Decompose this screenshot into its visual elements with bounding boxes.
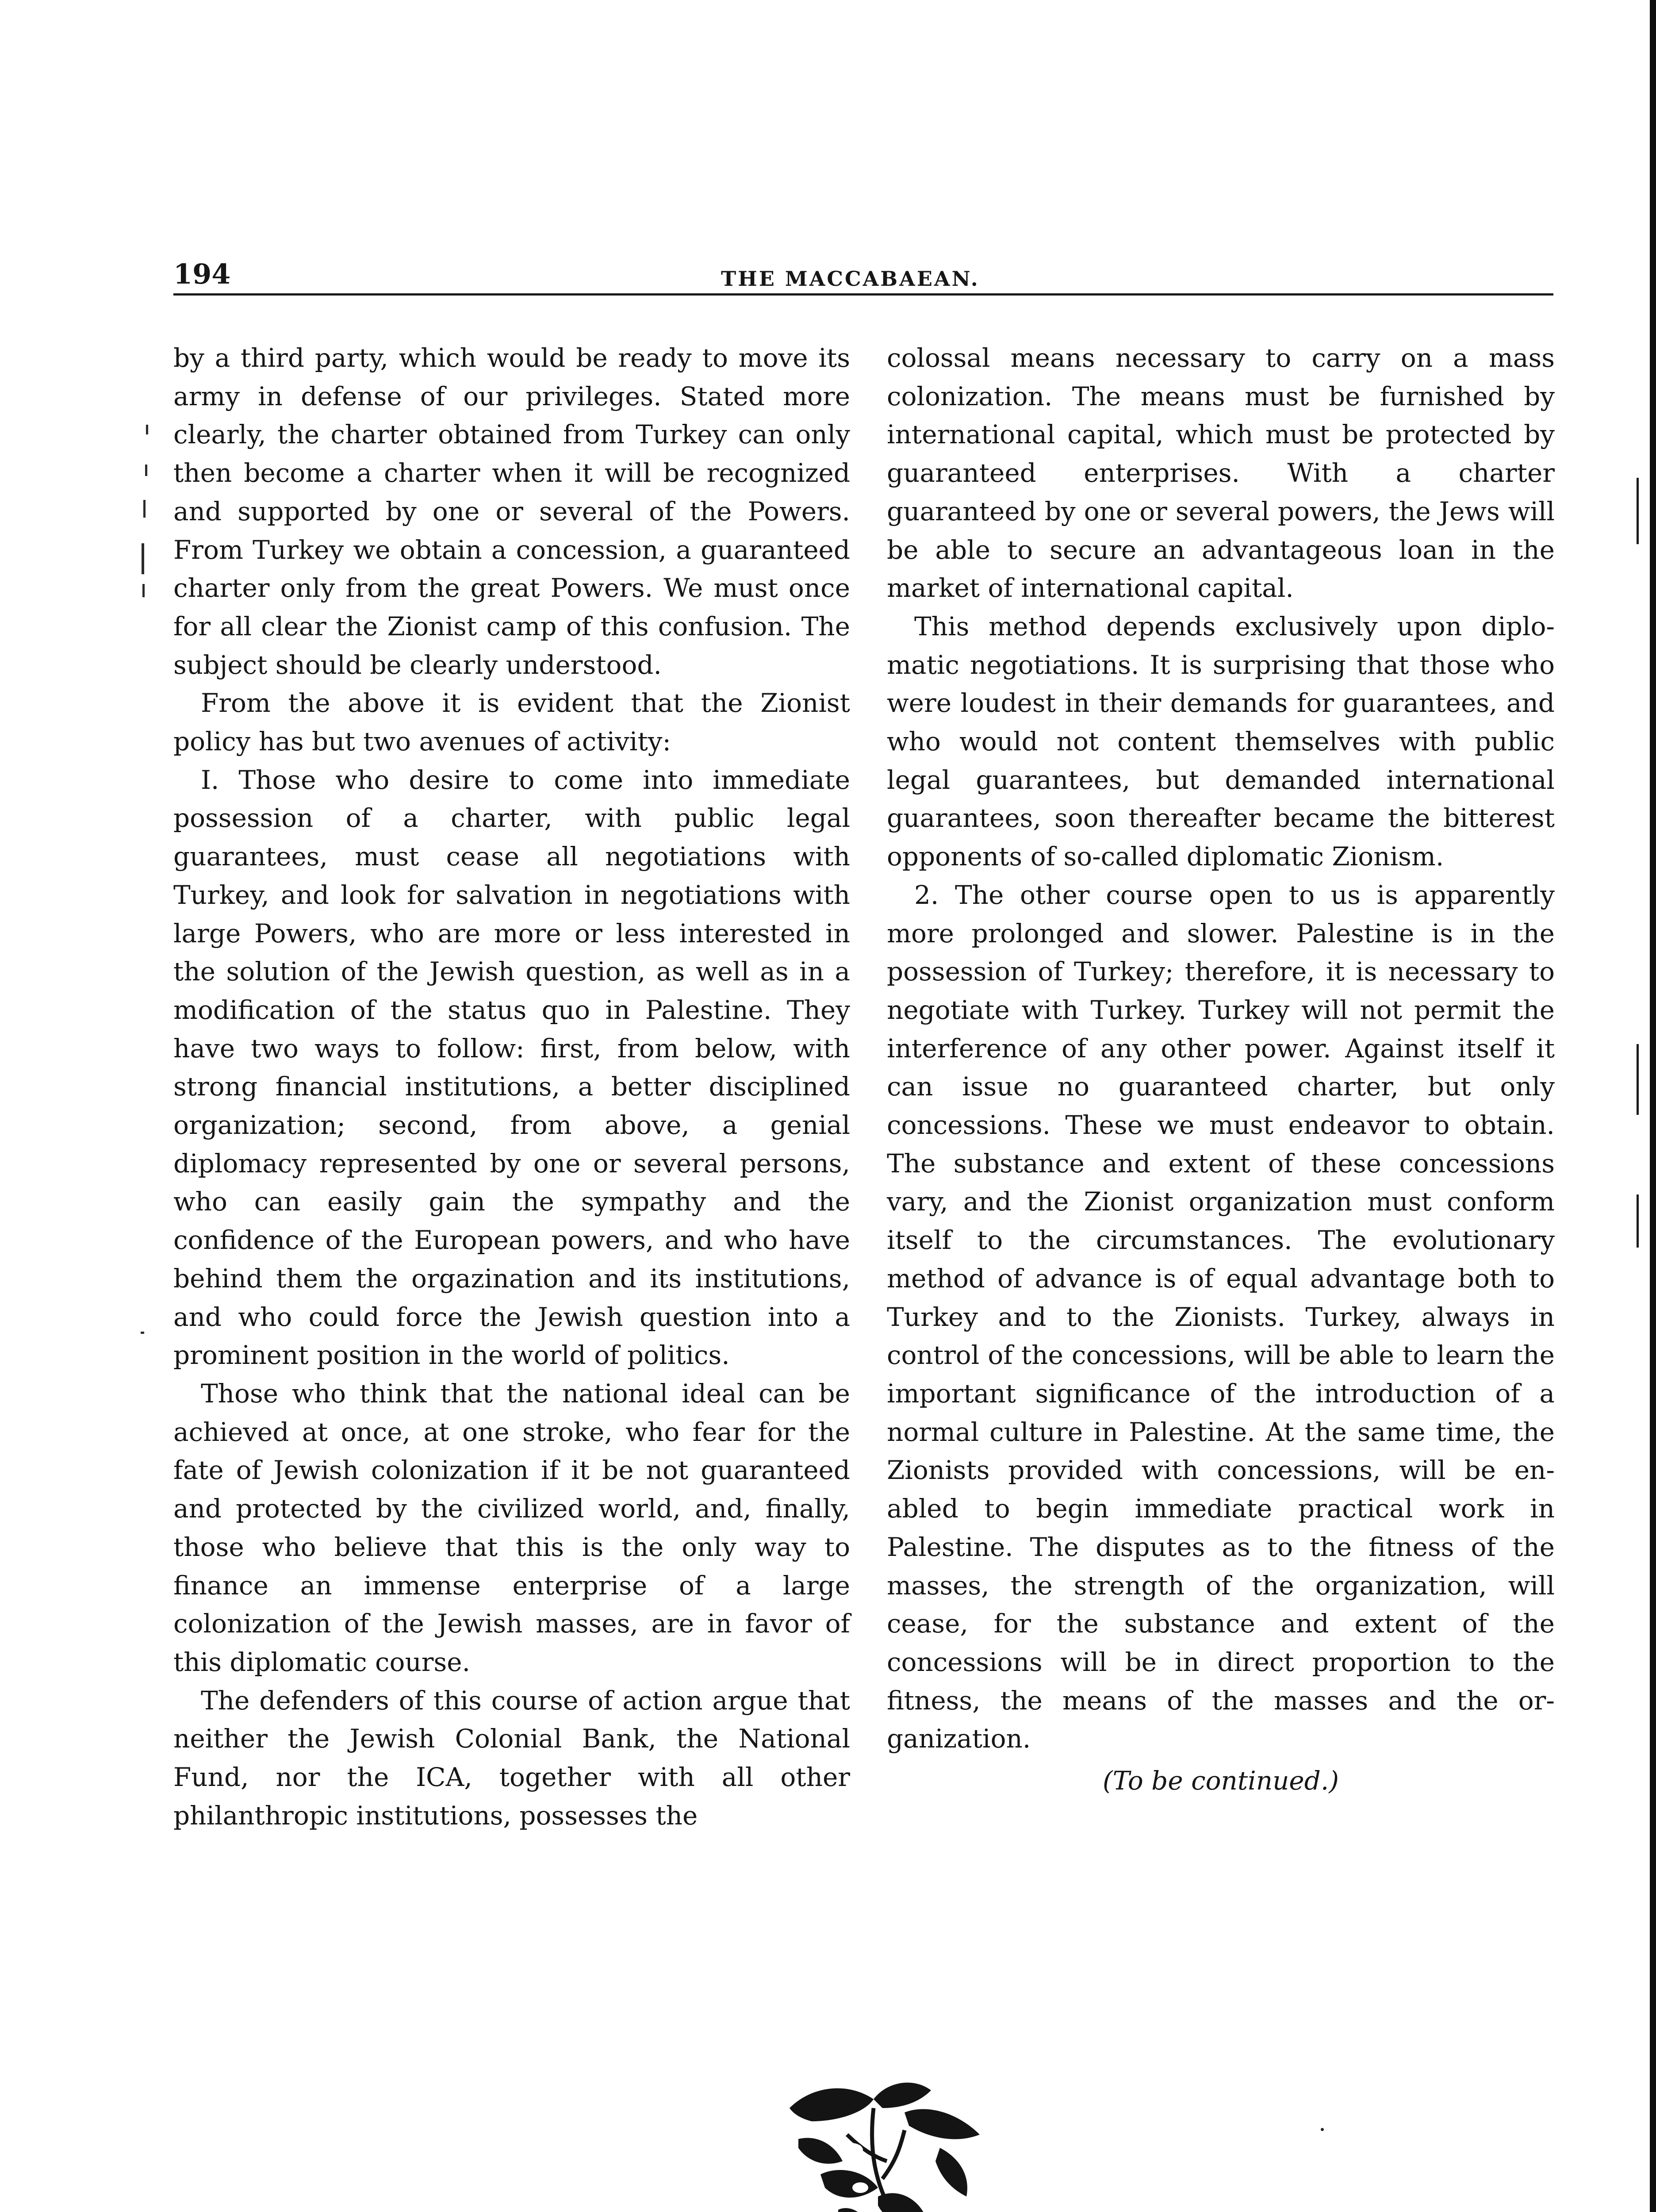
running-title: THE MACCABAEAN. [721, 267, 980, 291]
header-rule [173, 293, 1553, 296]
scan-edge-mark [1637, 478, 1639, 544]
paragraph: The defenders of this course of action argue that neither the Jewish Colonial Bank, the National Fund, nor the ICA, together with all other philanthropic institutions, possesses the [173, 1685, 850, 1831]
paragraph: From the above it is evident that the Zionist policy has but two avenues of activity: [173, 688, 850, 757]
margin-marks [141, 425, 154, 1486]
scan-edge-mark [1637, 1194, 1639, 1248]
paragraph: This method depends exclusively upon diplomatic negotiations. It is surprising that those who were loudest in their demands for guarantees, and who would not content themselves with public legal guarantees, but demanded international guarantees, soon thereafter became the bitterest opponents of so-called diplomatic Zionism. [887, 611, 1555, 872]
scan-edge-mark [1637, 1044, 1639, 1115]
paragraph: 2. The other course open to us is apparently more prolonged and slower. Palestine is in the possession of Turkey; therefore, it is necessary to negotiate with Turkey. Turkey will not permit the interference of any other power. Against itself it can issue no guaranteed charter, but only concessions. These we must endeavor to obtain. The substance and extent of these concessions vary, and the Zionist organization must conform itself to the circumstances. The evolutionary method of advance is of equal advantage both to Turkey and to the Zionists. Turkey, always in control of the concessions, will be able to learn the important significance of the introduction of a normal culture in Palestine. At the same time, the Zionists provided with concessions, will be enabled to begin immediate practical work in Palestine. The disputes as to the fitness of the masses, the strength of the organization, will cease, for the substance and extent of the concessions will be in direct proportion to the fitness, the means of the masses and the organization. [887, 879, 1555, 1754]
lily-flower-ornament-icon [772, 2073, 993, 2212]
scan-edge-bar [1650, 0, 1656, 2212]
paragraph: Those who think that the national ideal can be achieved at once, at one stroke, who fear for the fate of Jewish colonization if it be not guaranteed and protected by the civilized world, and, finally, those who believe that this is the only way to finance an immense enterprise of a large colonization of the Jewish masses, are in favor of this diplomatic course. [173, 1378, 850, 1677]
paragraph: by a third party, which would be ready to move its army in defense of our privileges. Stated more clearly, the charter obtained from Turkey can only then become a charter when it will be recognized and supported by one or several of the Powers. From Turkey we obtain a concession, a guaranteed charter only from the great Powers. We must once for all clear the Zionist camp of this confusion. The subject should be clearly understood. [173, 343, 850, 680]
right-column [887, 339, 1555, 1800]
ink-speck [1321, 2128, 1324, 2131]
to-be-continued: (To be continued.) [1103, 1766, 1339, 1796]
paragraph: I. Those who desire to come into immediate possession of a charter, with public legal guarantees, must cease all negotiations with Turkey, and look for salvation in negotiations with large Powers, who are more or less interested in the solution of the Jewish question, as well as in a modification of the status quo in Palestine. They have two ways to follow: first, from below, with strong financial institutions, a better disciplined organization; second, from above, a genial diplomacy represented by one or several persons, who can easily gain the sympathy and the confidence of the European powers, and who have behind them the orgazination and its institutions, and who could force the Jewish question into a prominent position in the world of politics. [173, 764, 850, 1371]
paragraph: colossal means necessary to carry on a mass colonization. The means must be furnished by international capital, which must be protected by guaranteed enterprises. With a charter guaranteed by one or several powers, the Jews will be able to secure an advantageous loan in the market of international capital. [887, 343, 1555, 603]
left-column [173, 339, 850, 1835]
page-number: 194 [173, 258, 231, 290]
